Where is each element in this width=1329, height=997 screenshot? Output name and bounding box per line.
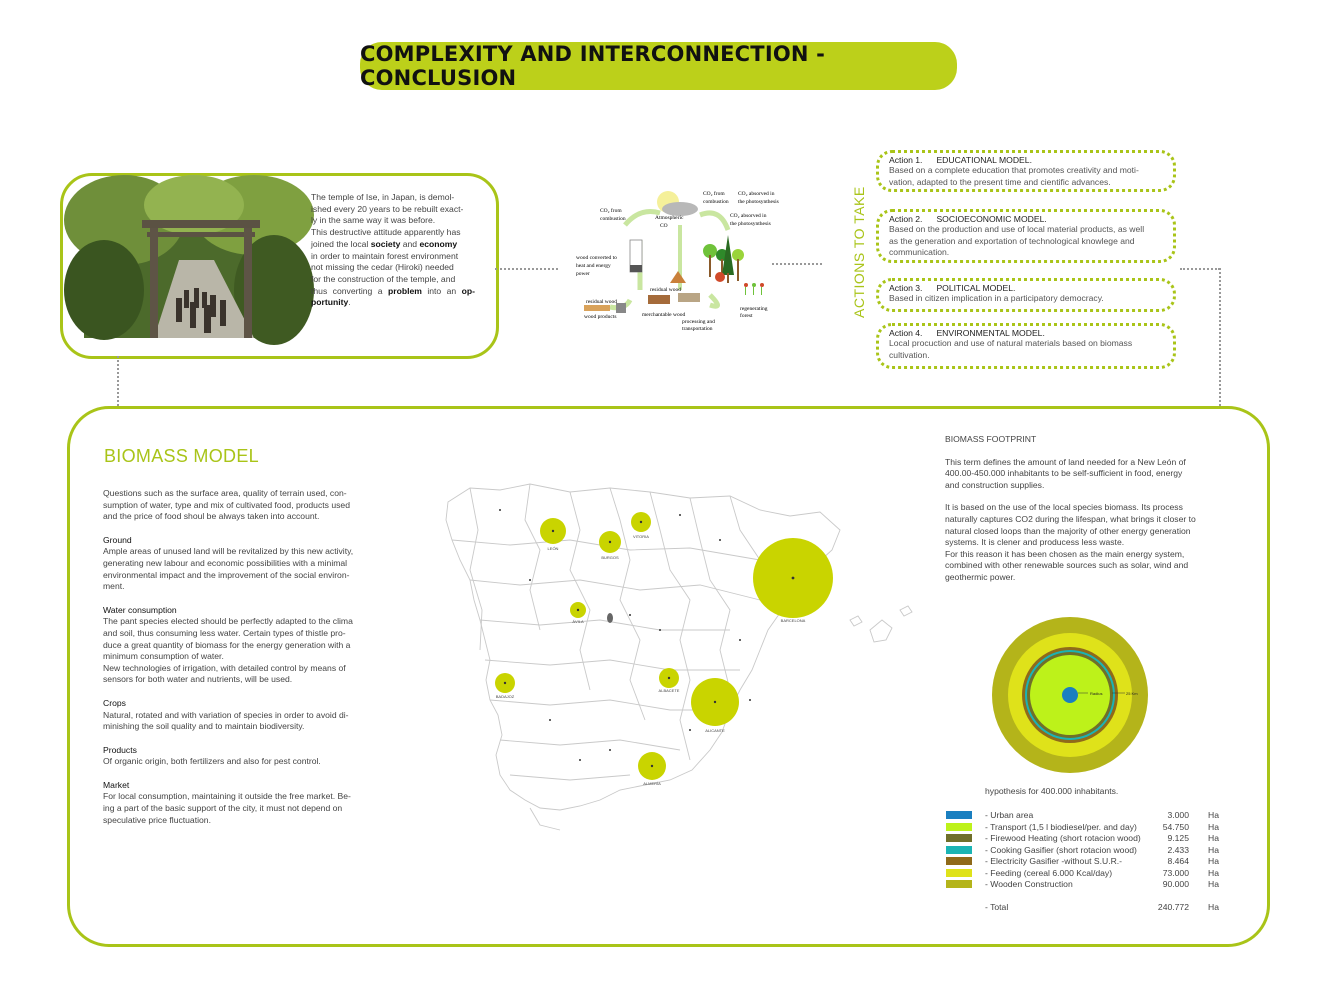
legend-swatch [946,880,972,888]
section-body: The pant species elected should be perfectly adapted to the clima and soil, thus consuming less water. Certain types of thistle pro- duce a great quantity of biomass for the energy generation with a minimum consumption of water. New technologies of irrigation, with detailed control by means of sensors for both water and nutrients, will be used. [103,616,353,685]
hypothesis-text: hypothesis for 400.000 inhabitants. [985,786,1119,796]
diagram-co2-from-combustion-top-2: combustion [703,199,729,205]
section-heading: Products [103,744,137,755]
ise-text-run: ly in the same way it was before. [311,215,436,226]
diagram-regenerating-2: forest [740,313,753,319]
diagram-wood-converted-3: power [576,271,590,277]
ise-text-run: op- [461,285,475,296]
legend-label: - Firewood Heating (short rotacion wood) [985,833,1141,843]
connector-down-right [1219,268,1221,406]
legend-row [946,810,1226,822]
legend-label: - Urban area [985,810,1034,820]
action-number: Action 2. [889,214,923,224]
ise-text-run: portunity [311,297,349,308]
footprint-heading: BIOMASS FOOTPRINT [945,434,1037,444]
action-name: ENVIRONMENTAL MODEL. [936,328,1045,338]
section-body: Natural, rotated and with variation of species in order to avoid di- minishing the soil quality and to maintain biodiversity. [103,709,349,732]
connector-down-left [117,356,119,406]
ise-text-run: thus converting a [311,285,388,296]
legend-value: 2.433 [1167,844,1189,855]
carbon-cycle-diagram [570,185,779,335]
legend-unit: Ha [1208,867,1219,878]
section-body: Ample areas of unused land will be revitalized by this new activity, generating new labour and economic possibilities with a minimal environmental impact and the improvement of the social environ- ment. [103,546,354,592]
title-banner [360,42,957,90]
ise-text-run: society [370,238,401,249]
diagram-co2-from-combustion-2: combustion [600,216,626,222]
legend-swatch [946,811,972,819]
connector-actions [1180,268,1220,270]
map-city-almeria: ALMERÍA [643,781,661,786]
section-body: Of organic origin, both fertilizers and also for pest control. [103,756,321,767]
diagram-processing-2: transportation [682,326,713,332]
legend-unit: Ha [1208,833,1219,843]
diagram-processing-1: processing and [682,319,715,325]
map-city-leon: LEÓN [547,546,559,551]
action-body: Based on the production and use of local material products, as well as the generation and exportation of technological knowlege and communication. [889,224,1145,258]
biomass-footprint-text [945,434,1215,584]
connector-left [495,268,558,270]
action-1 [889,155,1174,188]
legend-swatch [946,846,972,854]
ise-text-run: . [348,297,351,308]
diagram-co2-absorbed-top-1: CO₂ absorved in [738,191,775,197]
total-label: - Total [985,902,1009,912]
diagram-residual-wood-1: residual wood [586,299,618,305]
spain-map [430,470,920,840]
ise-text-run: This destructive attitude apparently has [311,227,461,238]
section-heading: Water consumption [103,604,177,615]
ise-text-run: ished every 20 years to be rebuilt exact- [311,203,464,214]
legend-value: 9.125 [1167,833,1189,843]
diagram-merchantable-wood: merchantable wood [642,312,686,318]
legend-label: - Electricity Gasifier -without S.U.R.- [985,856,1123,866]
map-city-badajoz: BADAJOZ [495,694,515,699]
biomass-left-column [103,488,373,826]
actions-title: ACTIONS TO TAKE [851,186,867,318]
legend-unit: Ha [1208,856,1219,866]
page-title: COMPLEXITY AND INTERCONNECTION - CONCLUSION [360,42,826,90]
action-4 [889,328,1174,361]
diagram-co2: CO [660,223,668,229]
biomass-intro: Questions such as the surface area, quality of terrain used, con- sumption of water, type and mix of cultivated food, products used and the price of food shoul be always taken into account. [103,488,350,522]
legend-unit: Ha [1208,810,1219,820]
map-city-avila: ÁVILA [572,619,584,624]
legend-row [946,845,1226,857]
ise-text-run: in order to maintain forest environment [311,250,459,261]
legend-swatch [946,857,972,865]
action-number: Action 4. [889,328,923,338]
action-body: Based on a complete education that promotes creativity and moti- vation, adapted to the present time and cientific advances. [889,165,1139,187]
section-heading: Crops [103,697,126,708]
footprint-paragraph-2: It is based on the use of the local species biomass. Its process naturally captures CO2 during the lifespan, what brings it closer to natural closed loops than the majority of other energy generation systems. It is clener and producess less waste. For this reason it has been chosen as the main energy system, combined with other renewable sources such as solar, wind and geothermic power. [945,502,1196,582]
footprint-outer-label: 25 Km [1126,691,1138,696]
legend-value: 73.000 [1162,867,1189,878]
legend-row [946,856,1226,868]
legend-label: - Transport (1,5 l biodiesel/per. and day) [985,821,1137,832]
map-city-albacete: ALBACETE [658,688,680,693]
action-3 [889,283,1174,305]
action-2 [889,214,1174,259]
section-heading: Ground [103,534,132,545]
action-name: POLITICAL MODEL. [936,283,1016,293]
diagram-residual-wood-2: residual wood [650,287,682,293]
diagram-atmospheric: Atmospheric [655,215,684,221]
diagram-co2-absorbed-right-2: the photosynthesis [730,221,771,227]
diagram-co2-from-combustion-1: CO₂ from [600,208,622,214]
diagram-co2-from-combustion-top-1: CO₂ from [703,191,725,197]
legend-row [946,833,1226,845]
legend-row [946,868,1226,880]
legend-swatch [946,834,972,842]
ise-text-run: The temple of Ise, in Japan, is demol- [311,192,455,202]
ise-text-run: for the construction of the temple, and [311,273,456,284]
biomass-title: BIOMASS MODEL [104,446,259,466]
ise-temple-photo [84,190,291,338]
legend-row [946,879,1226,891]
action-number: Action 3. [889,283,923,293]
diagram-wood-converted-2: heat and energy [576,263,611,269]
legend-value: 8.464 [1167,856,1189,866]
legend-total-row [946,902,1226,914]
action-name: EDUCATIONAL MODEL. [936,155,1032,165]
legend-label: - Cooking Gasifier (short rotacion wood) [985,844,1137,855]
total-value: 240.772 [1157,902,1189,912]
ise-text-run: and [400,238,420,249]
total-unit: Ha [1208,902,1219,912]
footprint-paragraph-1: This term defines the amount of land needed for a New León of 400.00-450.000 inhabitants to be self-sufficient in food, energy and construction supplies. [945,456,1186,490]
actions-title-wrap [846,180,872,320]
action-number: Action 1. [889,155,923,165]
legend-unit: Ha [1208,821,1219,832]
ise-temple-text [311,192,475,309]
legend-value: 90.000 [1162,879,1189,889]
map-city-vitoria: VITORIA [633,534,649,539]
legend-label: - Wooden Construction [985,879,1073,889]
legend-value: 3.000 [1167,810,1189,820]
legend-value: 54.750 [1162,821,1189,832]
section-body: For local consumption, maintaining it outside the free market. Be- ing a part of the basic support of the city, it must not depend on speculative price fluctuation. [103,791,351,825]
map-city-burgos: BURGOS [601,555,619,560]
ise-text-run: not missing the cedar (Hiroki) needed [311,262,454,273]
footprint-circle-chart [990,615,1150,775]
map-city-barcelona: BARCELONA [780,618,806,623]
section-heading: Market [103,779,130,790]
ise-text-run: economy [419,238,458,249]
ise-text-run: joined the local [311,238,371,249]
legend-row [946,822,1226,834]
action-body: Based in citizen implication in a participatory democracy. [889,293,1104,303]
action-body: Local procuction and use of natural materials based on biomass cultivation. [889,338,1133,360]
legend-unit: Ha [1208,844,1219,855]
diagram-co2-absorbed-right-1: CO₂ absorved in [730,213,767,219]
connector-right [772,263,822,265]
ise-text-run: into an [421,285,462,296]
legend-unit: Ha [1208,879,1219,889]
legend-swatch [946,823,972,831]
ise-text-run: problem [387,285,422,296]
diagram-wood-converted-1: wood converted to [576,255,617,261]
footprint-inner-label: Radius [1090,691,1103,696]
diagram-regenerating-1: regenerating [740,306,768,312]
action-name: SOCIOECONOMIC MODEL. [936,214,1047,224]
diagram-wood-products: wood products [584,314,617,320]
map-city-alicante: ALICANTE [705,728,725,733]
legend-swatch [946,869,972,877]
diagram-co2-absorbed-top-2: the photosynthesis [738,199,779,205]
legend-label: - Feeding (cereal 6.000 Kcal/day) [985,867,1113,878]
